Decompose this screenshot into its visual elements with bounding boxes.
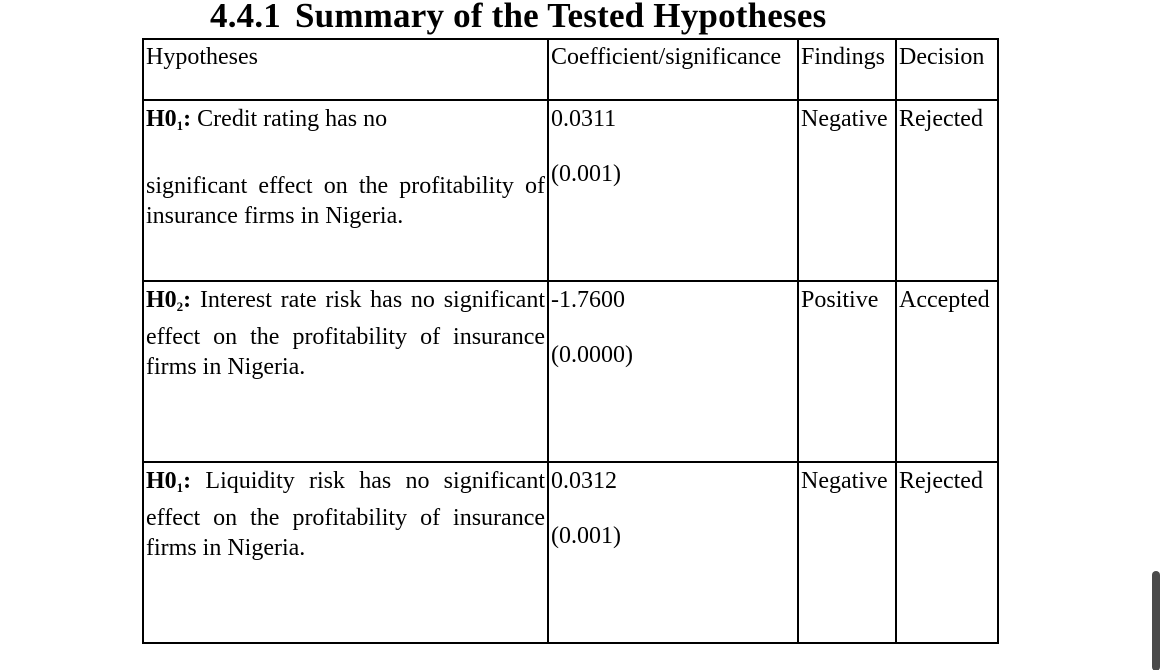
significance-value: (0.001) bbox=[551, 161, 621, 187]
coefficient-value: 0.0311 bbox=[551, 106, 617, 132]
vertical-scrollbar-thumb[interactable] bbox=[1152, 571, 1160, 670]
header-decision: Decision bbox=[896, 39, 998, 100]
hypothesis-line bbox=[146, 466, 545, 563]
significance-value: (0.001) bbox=[551, 523, 621, 549]
table-row bbox=[143, 100, 998, 281]
hypothesis-line bbox=[146, 285, 545, 382]
significance-value: (0.0000) bbox=[551, 342, 633, 368]
header-coefficient-significance: Coefficient/significance bbox=[548, 39, 798, 100]
hypothesis-text-continued: significant effect on the profitability of insurance firms in Nigeria. bbox=[146, 173, 545, 229]
coefficient-cell bbox=[548, 462, 798, 643]
hypothesis-text: Liquidity risk has no significant effect on the profitability of insurance firms in Nigeria. bbox=[146, 468, 545, 561]
hypotheses-table bbox=[142, 38, 999, 644]
section-title: Summary of the Tested Hypotheses bbox=[295, 0, 827, 35]
decision-cell: Rejected bbox=[896, 462, 998, 643]
header-hypotheses: Hypotheses bbox=[143, 39, 548, 100]
hypothesis-line bbox=[146, 104, 545, 141]
finding-cell: Negative bbox=[798, 100, 896, 281]
hypothesis-cell bbox=[143, 462, 548, 643]
hypothesis-text: Credit rating has no bbox=[191, 106, 388, 132]
section-heading bbox=[210, 0, 826, 40]
table-header-row bbox=[143, 39, 998, 100]
hypothesis-cell bbox=[143, 100, 548, 281]
decision-cell: Accepted bbox=[896, 281, 998, 462]
hypothesis-code: $H0_1$: bbox=[146, 106, 192, 133]
coefficient-value: -1.7600 bbox=[551, 287, 625, 313]
finding-cell: Negative bbox=[798, 462, 896, 643]
hypothesis-code: $H0_1$: bbox=[146, 468, 192, 495]
hypothesis-text: Interest rate risk has no significant effect on the profitability of insurance firms in Nigeria. bbox=[146, 287, 545, 380]
header-findings: Findings bbox=[798, 39, 896, 100]
table-row bbox=[143, 281, 998, 462]
section-number: 4.4.1 bbox=[210, 0, 281, 35]
coefficient-cell bbox=[548, 100, 798, 281]
finding-cell: Positive bbox=[798, 281, 896, 462]
decision-cell: Rejected bbox=[896, 100, 998, 281]
hypothesis-cell bbox=[143, 281, 548, 462]
table-row bbox=[143, 462, 998, 643]
coefficient-value: 0.0312 bbox=[551, 468, 617, 494]
coefficient-cell bbox=[548, 281, 798, 462]
hypothesis-code: $H0_2$: bbox=[146, 287, 192, 314]
